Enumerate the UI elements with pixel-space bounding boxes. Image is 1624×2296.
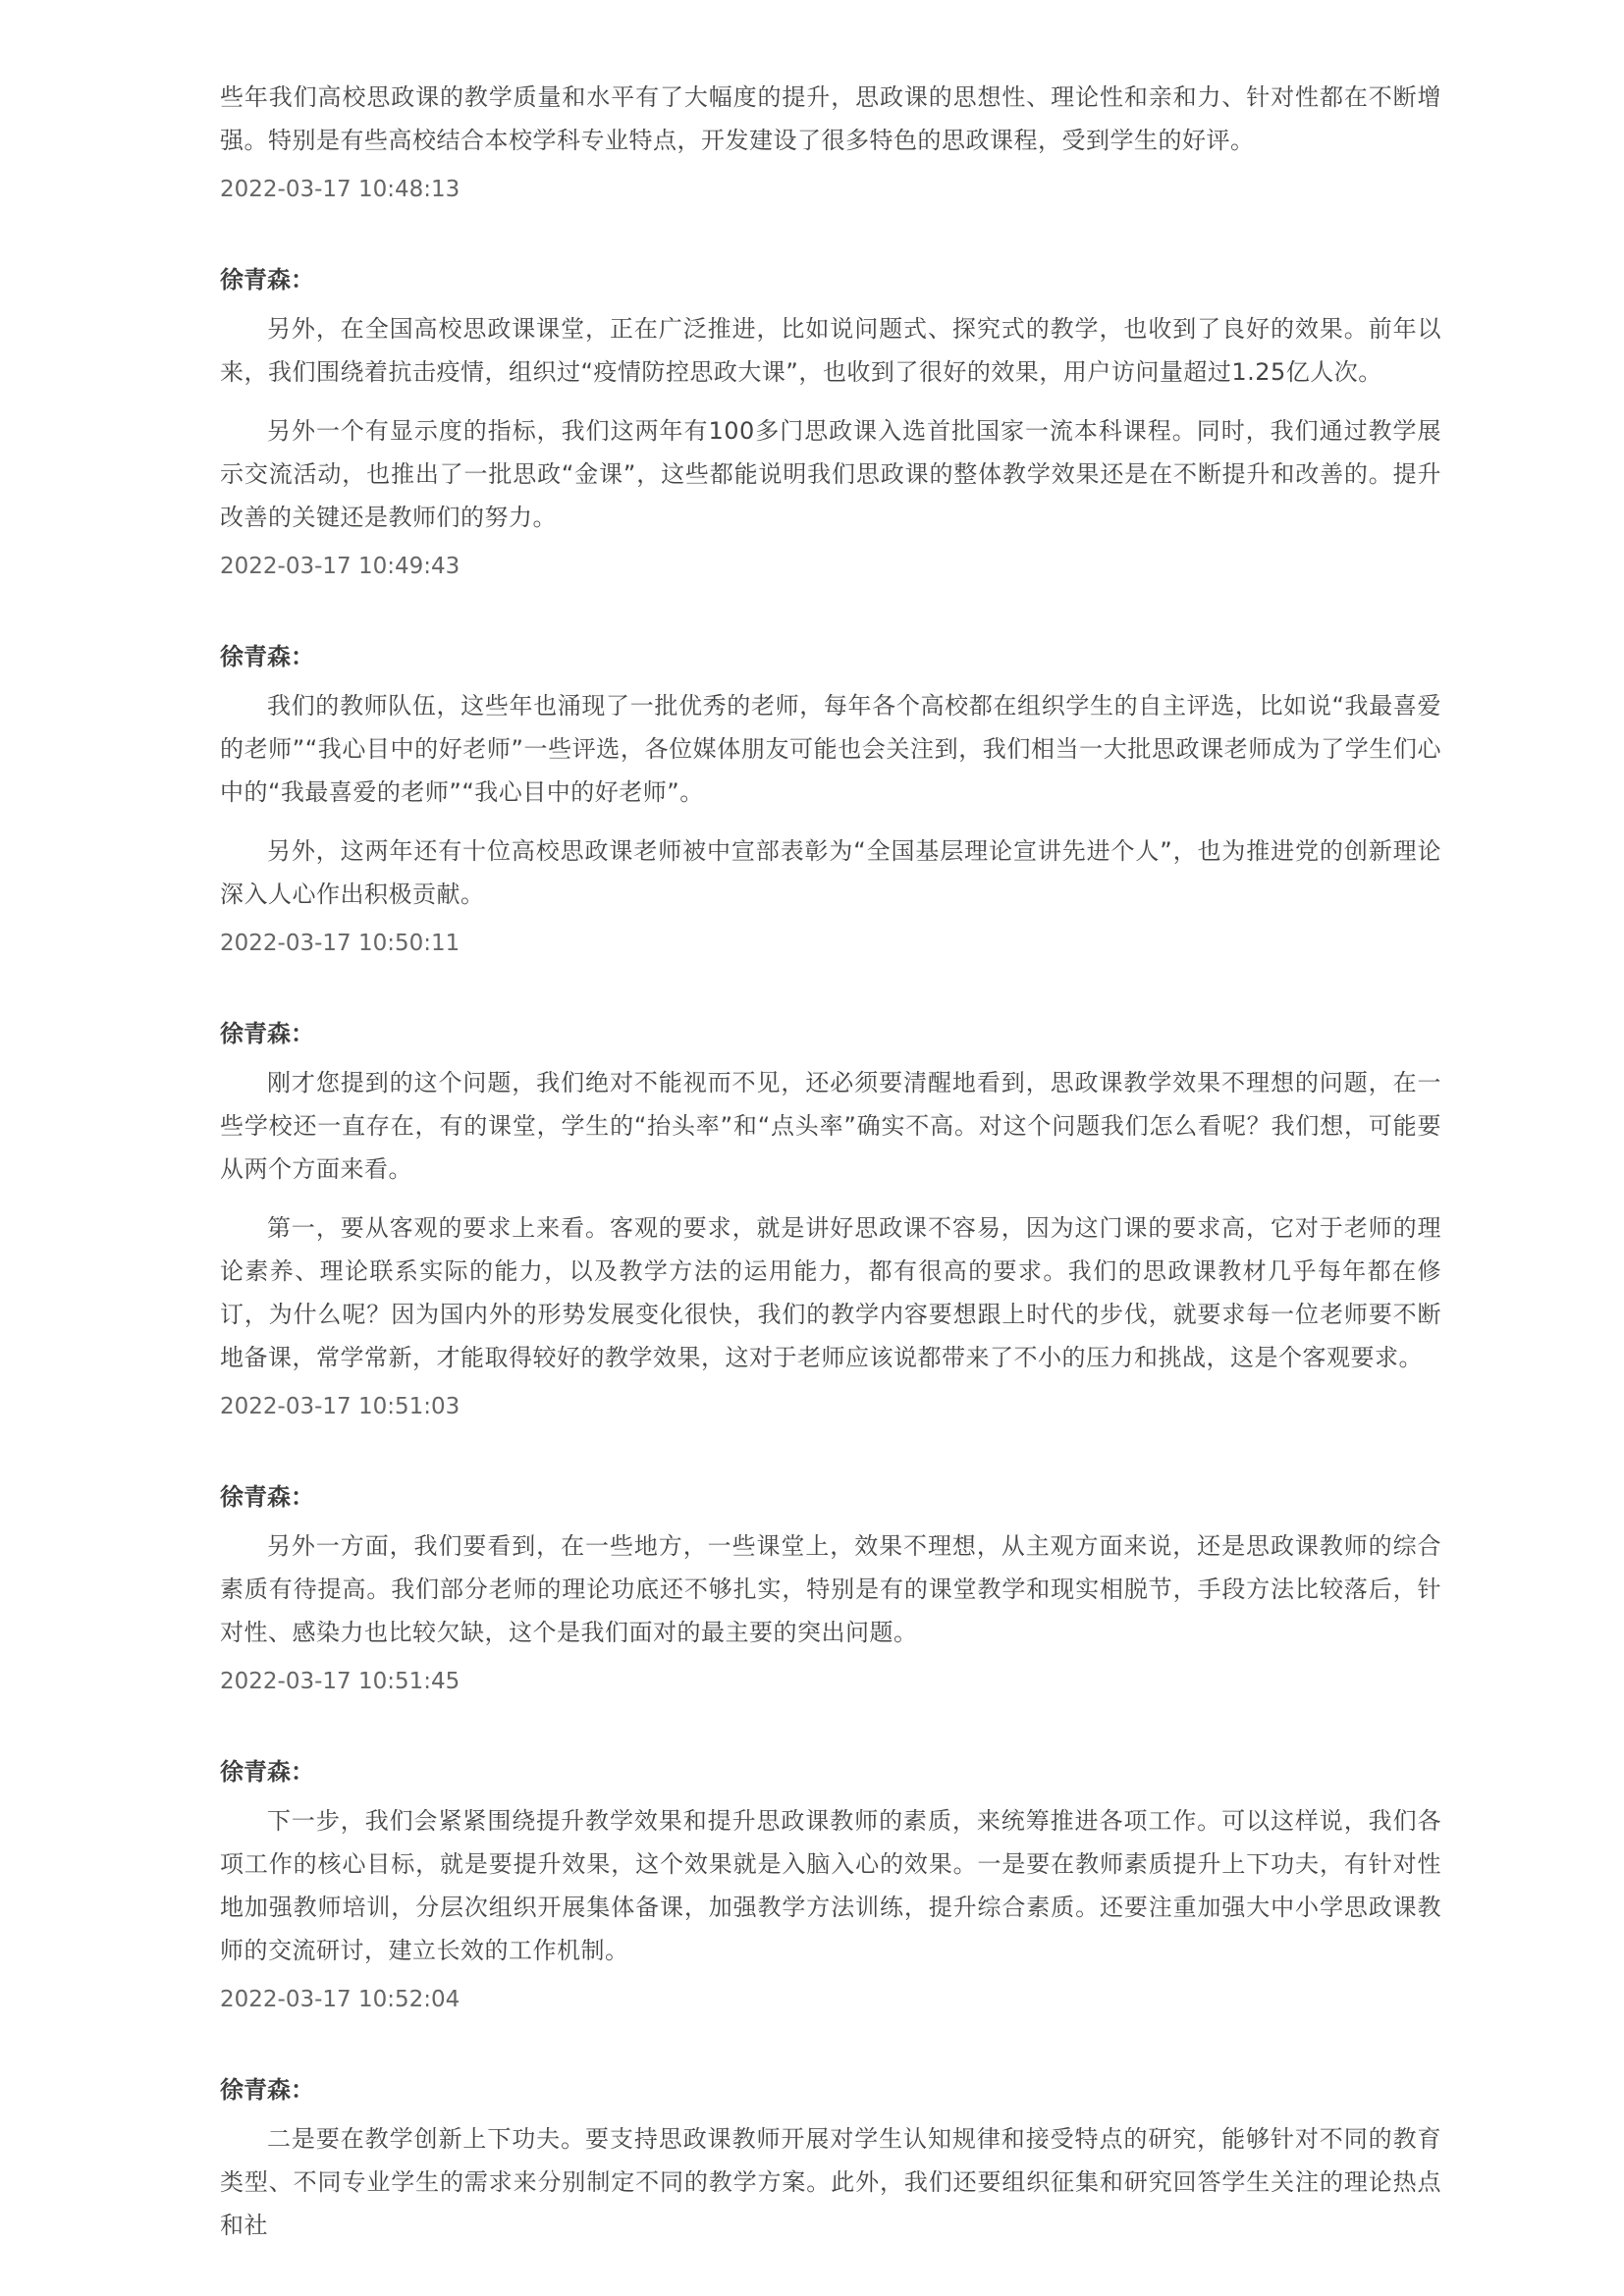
timestamp: 2022-03-17 10:51:45 — [220, 1669, 460, 1694]
paragraph: 下一步，我们会紧紧围绕提升教学效果和提升思政课教师的素质，来统筹推进各项工作。可以这样说，我们各项工作的核心目标，就是要提升效果，这个效果就是入脑入心的效果。一是要在教师素质提升上下功夫，有针对性地加强教师培训，分层次组织开展集体备课，加强教学方法训练，提升综合素质。还要注重加强大中小学思政课教师的交流研讨，建立长效的工作机制。 — [220, 1807, 1441, 1964]
paragraph: 另外一个有显示度的指标，我们这两年有100多门思政课入选首批国家一流本科课程。同时，我们通过教学展示交流活动，也推出了一批思政“金课”，这些都能说明我们思政课的整体教学效果还是在不断提升和改善的。提升改善的关键还是教师们的努力。 — [220, 417, 1441, 531]
paragraph: 二是要在教学创新上下功夫。要支持思政课教师开展对学生认知规律和接受特点的研究，能够针对不同的教育类型、不同专业学生的需求来分别制定不同的教学方案。此外，我们还要组织征集和研究回答学生关注的理论热点和社 — [220, 2125, 1441, 2239]
paragraph: 我们的教师队伍，这些年也涌现了一批优秀的老师，每年各个高校都在组织学生的自主评选，比如说“我最喜爱的老师”“我心目中的好老师”一些评选，各位媒体朋友可能也会关注到，我们相当一大批思政课老师成为了学生们心中的“我最喜爱的老师”“我心目中的好老师”。 — [220, 692, 1441, 806]
transcript-block — [220, 1012, 1441, 1428]
speaker-name: 徐青森： — [220, 1483, 314, 1511]
paragraph: 第一，要从客观的要求上来看。客观的要求，就是讲好思政课不容易，因为这门课的要求高，它对于老师的理论素养、理论联系实际的能力，以及教学方法的运用能力，都有很高的要求。我们的思政课教材几乎每年都在修订，为什么呢？因为国内外的形势发展变化很快，我们的教学内容要想跟上时代的步伐，就要求每一位老师要不断地备课，常学常新，才能取得较好的教学效果，这对于老师应该说都带来了不小的压力和挑战，这是个客观要求。 — [220, 1214, 1441, 1371]
timestamp: 2022-03-17 10:51:03 — [220, 1394, 460, 1419]
paragraph: 些年我们高校思政课的教学质量和水平有了大幅度的提升，思政课的思想性、理论性和亲和力、针对性都在不断增强。特别是有些高校结合本校学科专业特点，开发建设了很多特色的思政课程，受到学生的好评。 — [220, 83, 1441, 154]
transcript-block — [220, 1475, 1441, 1703]
timestamp: 2022-03-17 10:49:43 — [220, 554, 460, 579]
paragraph: 另外，在全国高校思政课课堂，正在广泛推进，比如说问题式、探究式的教学，也收到了良好的效果。前年以来，我们围绕着抗击疫情，组织过“疫情防控思政大课”，也收到了很好的效果，用户访问量超过1.25亿人次。 — [220, 315, 1441, 386]
speaker-name: 徐青森： — [220, 2076, 314, 2104]
transcript-block — [220, 2068, 1441, 2247]
speaker-name: 徐青森： — [220, 643, 314, 670]
speaker-name: 徐青森： — [220, 1020, 314, 1047]
paragraph: 另外，这两年还有十位高校思政课老师被中宣部表彰为“全国基层理论宣讲先进个人”，也为推进党的创新理论深入人心作出积极贡献。 — [220, 837, 1441, 908]
paragraph: 另外一方面，我们要看到，在一些地方，一些课堂上，效果不理想，从主观方面来说，还是思政课教师的综合素质有待提高。我们部分老师的理论功底还不够扎实，特别是有的课堂教学和现实相脱节，手段方法比较落后，针对性、感染力也比较欠缺，这个是我们面对的最主要的突出问题。 — [220, 1532, 1441, 1646]
timestamp: 2022-03-17 10:50:11 — [220, 931, 460, 956]
transcript-block — [220, 258, 1441, 588]
paragraph: 刚才您提到的这个问题，我们绝对不能视而不见，还必须要清醒地看到，思政课教学效果不理想的问题，在一些学校还一直存在，有的课堂，学生的“抬头率”和“点头率”确实不高。对这个问题我们怎么看呢？我们想，可能要从两个方面来看。 — [220, 1069, 1441, 1183]
transcript-block — [220, 635, 1441, 965]
speaker-name: 徐青森： — [220, 1758, 314, 1786]
timestamp: 2022-03-17 10:52:04 — [220, 1987, 460, 2012]
timestamp: 2022-03-17 10:48:13 — [220, 177, 460, 202]
transcript-block — [220, 76, 1441, 211]
transcript-content — [220, 76, 1441, 2247]
speaker-name: 徐青森： — [220, 266, 314, 294]
transcript-block — [220, 1750, 1441, 2021]
